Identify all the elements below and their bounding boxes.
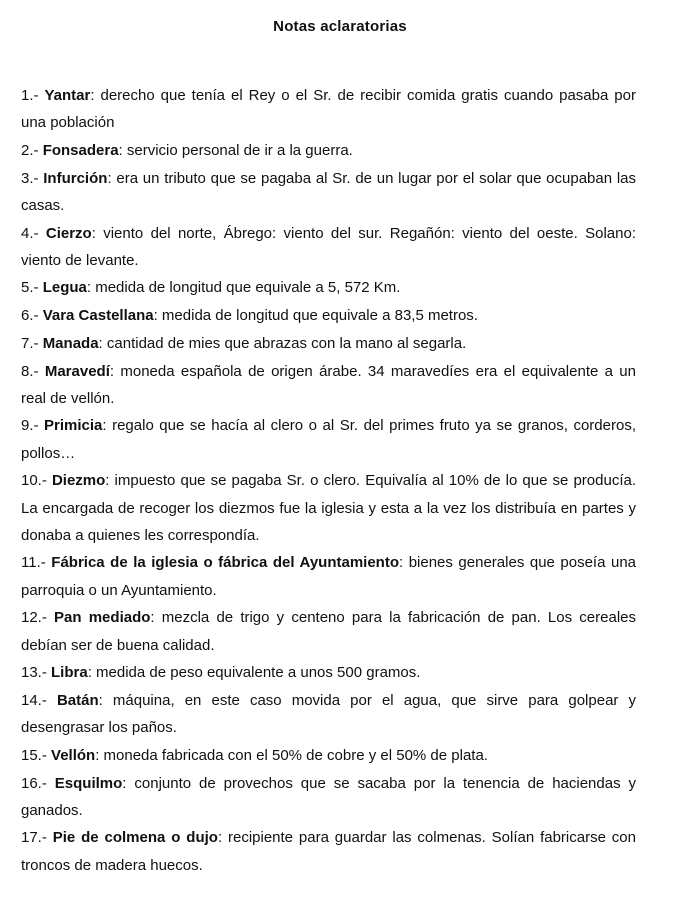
- note-term: Primicia: [44, 417, 103, 435]
- note-item: [21, 220, 636, 274]
- note-number: 11.-: [21, 554, 52, 572]
- note-term: Libra: [51, 664, 88, 682]
- note-item: [21, 358, 636, 412]
- note-term: Diezmo: [51, 472, 106, 490]
- note-term: Batán: [56, 691, 99, 709]
- note-definition: : bienes generales que poseía una parroquia o un Ayuntamiento.: [21, 554, 637, 599]
- note-term: Manada: [42, 334, 99, 352]
- note-number: 10.-: [21, 472, 52, 490]
- note-number: 1.-: [21, 87, 45, 104]
- note-term: Pie de colmena o dujo: [52, 829, 218, 847]
- note-item: [21, 824, 636, 878]
- note-term: Yantar: [44, 87, 91, 104]
- note-item: [21, 467, 636, 549]
- note-item: [21, 302, 636, 329]
- note-definition: : era un tributo que se pagaba al Sr. de un lugar por el solar que ocupaban las casas.: [21, 169, 636, 214]
- note-term: Maravedí: [44, 362, 110, 380]
- note-number: 4.-: [21, 224, 46, 242]
- note-item: [21, 137, 636, 164]
- note-number: 17.-: [21, 829, 53, 847]
- note-number: 16.-: [21, 774, 55, 792]
- notes-list: [21, 82, 636, 879]
- note-definition: : recipiente para guardar las colmenas. Solían fabricarse con troncos de madera huecos.: [21, 829, 636, 874]
- note-definition: : medida de peso equivalente a unos 500 gramos.: [87, 664, 421, 682]
- note-definition: : medida de longitud que equivale a 83,5 metros.: [153, 307, 478, 325]
- note-item: [21, 742, 636, 769]
- note-number: 13.-: [21, 664, 52, 682]
- note-number: 14.-: [21, 691, 57, 709]
- note-item: [21, 549, 636, 603]
- note-number: 12.-: [21, 609, 55, 627]
- note-term: Esquilmo: [54, 774, 123, 792]
- note-number: 15.-: [21, 746, 52, 764]
- note-definition: : viento del norte, Ábrego: viento del sur. Regañón: viento del oeste. Solano: viento de levante.: [21, 224, 636, 269]
- note-number: 3.-: [21, 169, 44, 187]
- note-definition: : mezcla de trigo y centeno para la fabricación de pan. Los cereales debían ser de buena calidad.: [21, 609, 636, 654]
- note-definition: : medida de longitud que equivale a 5, 572 Km.: [86, 279, 401, 297]
- note-item: [21, 330, 636, 357]
- note-term: Vellón: [51, 746, 96, 764]
- note-term: Pan mediado: [54, 609, 151, 627]
- note-item: [21, 274, 636, 301]
- note-item: [21, 687, 636, 741]
- note-item: [21, 412, 636, 466]
- note-term: Fonsadera: [42, 141, 119, 159]
- note-item: [21, 770, 636, 824]
- note-number: 8.-: [21, 362, 45, 380]
- note-term: Fábrica de la iglesia o fábrica del Ayuntamiento: [51, 554, 399, 572]
- note-number: 2.-: [21, 141, 43, 159]
- note-number: 9.-: [21, 417, 45, 435]
- note-item: [21, 659, 636, 686]
- note-definition: : moneda española de origen árabe. 34 maravedíes era el equivalente a un real de vellón.: [21, 362, 636, 407]
- note-definition: : derecho que tenía el Rey o el Sr. de recibir comida gratis cuando pasaba por una población: [21, 87, 636, 132]
- note-definition: : cantidad de mies que abrazas con la mano al segarla.: [98, 334, 467, 352]
- note-definition: : regalo que se hacía al clero o al Sr. del primes fruto ya se granos, corderos, pollos…: [21, 417, 636, 462]
- note-definition: : conjunto de provechos que se sacaba por la tenencia de haciendas y ganados.: [21, 774, 637, 819]
- note-term: Vara Castellana: [42, 307, 154, 325]
- note-number: 7.-: [21, 334, 43, 352]
- note-term: Legua: [42, 279, 87, 297]
- note-definition: : moneda fabricada con el 50% de cobre y el 50% de plata.: [95, 746, 488, 764]
- note-definition: : servicio personal de ir a la guerra.: [118, 141, 353, 159]
- page-title: Notas aclaratorias: [273, 18, 407, 35]
- note-term: Cierzo: [45, 224, 92, 242]
- note-number: 5.-: [21, 279, 43, 297]
- note-item: [21, 82, 636, 136]
- note-definition: : impuesto que se pagaba Sr. o clero. Equivalía al 10% de lo que se producía. La encargada de recoger los diezmos fue la iglesia y esta a la vez los distribuía en partes y donaba a quienes les correspondía.: [21, 472, 636, 544]
- note-definition: : máquina, en este caso movida por el agua, que sirve para golpear y desengrasar los paños.: [21, 691, 637, 737]
- note-item: [21, 165, 636, 219]
- note-number: 6.-: [21, 307, 43, 325]
- note-term: Infurción: [43, 169, 108, 187]
- note-item: [21, 604, 636, 658]
